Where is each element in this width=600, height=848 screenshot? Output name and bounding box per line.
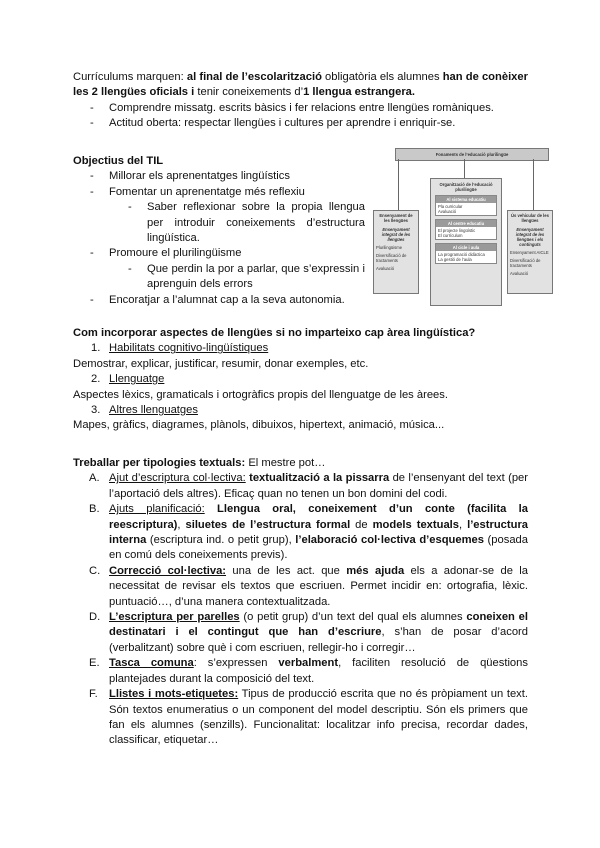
diagram-subbox: Al sistema educatiu Pla curricular Avaluació [435,195,497,216]
diagram-subbox: Al cicle i aula La programació didàctica La gestió de l’aula [435,243,497,264]
list-item: - Millorar els aprenentatges lingüístics [73,169,365,184]
section-title: Treballar per tipologies textuals: El mestre pot… [73,457,326,469]
list-item-text: Demostrar, explicar, justificar, resumir, donar exemples, etc. [73,357,369,370]
diagram-header: Fonaments de l’educació plurilingüe [395,148,549,161]
list-item: - Que perdin la por a parlar, que s’expressin i aprenguin dels errors [73,262,365,293]
list-item: B. Ajuts planificació: Llengua oral, coneixement d’un conte (facilita la reescriptura), siluetes de l’estructura formal de models textuals, l’estructura interna (escriptura ind. o petit grup), l’elaboració col·lectiva d’esquemes (posada en comú dels coneixements previs). [89,503,529,562]
list-item-text: Mapes, gràfics, diagrames, plànols, dibuixos, hipertext, animació, música... [73,419,445,432]
list-item-text: Aspectes lèxics, gramaticals i ortogràfics propis del llenguatge de les àrees. [73,388,448,401]
list-item: - Promoure el plurilingüisme [73,246,365,261]
diagram-left-box: Ensenyament de les llengües Ensenyament integrat de les llengües Plurilingüisme Diversificació de tractaments Avaluació [373,210,419,294]
treballar-section [73,456,528,749]
list-item: 2. Llenguatge [91,373,165,386]
com-section [73,326,543,434]
intro-list [73,101,528,132]
objectius-section [73,154,365,308]
plurilingual-diagram [373,148,553,314]
section-title: Com incorporar aspectes de llengües si no imparteixo cap àrea lingüística? [73,327,476,339]
section-title: Objectius del TIL [73,155,164,167]
list-item: - Actitud oberta: respectar llengües i cultures per aprendre i enriquir-se. [73,116,528,131]
list-item: 1. Habilitats cognitivo-lingüístiques [91,342,269,355]
list-item: - Comprendre missatg. escrits bàsics i fer relacions entre llengües romàniques. [73,101,528,116]
list-item: F. Llistes i mots-etiquetes: Tipus de producció escrita que no és pròpiament un text. Són textos enumeratius o un component del model descriptiu. Són els primers que fan els alumnes (senzills). Funcionalitat: localitzar info precisa, recordar dades, classificar, etiquetar… [89,688,528,747]
list-item: - Encoratjar a l’alumnat cap a la seva autonomia. [73,293,365,308]
diagram-subbox: Al centre educatiu El projecte lingüístic El currículum [435,219,497,240]
list-item: - Saber reflexionar sobre la propia llengua per introduir coneixements d’estructura lingüística. [73,200,365,246]
diagram-middle-box: Organització de l’educació plurilingüe Al sistema educatiu Pla curricular Avaluació Al centre educatiu El projecte lingüístic El currículum Al cicle i aula La programació didàctica La gestió de l’aula [430,178,502,306]
list-item: C. Correcció col·lectiva: una de les act. que més ajuda els a adonar-se de la necessitat de revisar els textos que escriuen. Permet incidir en: ortografia, lèxic. puntuació…, d’una manera contextualitzada. [89,564,528,608]
diagram-right-box: Ús vehicular de les llengües Ensenyament integrat de les llengües i els continguts Ensenyament AICLE Diversificació de tractaments Avaluació [507,210,553,294]
list-item: 3. Altres llenguatges [91,404,198,417]
list-item: E. Tasca comuna: s’expressen verbalment, faciliten resolució de qüestions plantejades durant la composició del text. [89,657,528,685]
list-item: A. Ajut d’escriptura col·lectiva: textualització a la pissarra de l’ensenyant del text (per l’aportació dels altres). Eficaç quan no tenen un bon domini del codi. [89,472,528,500]
intro-paragraph: Currículums marquen: al final de l’escolarització obligatòria els alumnes han de conèixer les 2 llengües oficials i tenir coneixements d’1 llengua estrangera. - Comprendre missatg. escrits bàsics i fer relacions entre llengües romàniques. - Actitud oberta: respectar llengües i cultures per aprendre i enriquir-se. [73,70,528,132]
list-item: D. L’escriptura per parelles (o petit grup) d’un text del qual els alumnes coneixen el destinatari i el contingut que han d’escriure, s’han de posar d’acord (verbalitzant) sobre què i com escriuen, rellegir-ho i corregir… [89,611,528,654]
list-item: - Fomentar un aprenentatge més reflexiu [73,185,365,200]
